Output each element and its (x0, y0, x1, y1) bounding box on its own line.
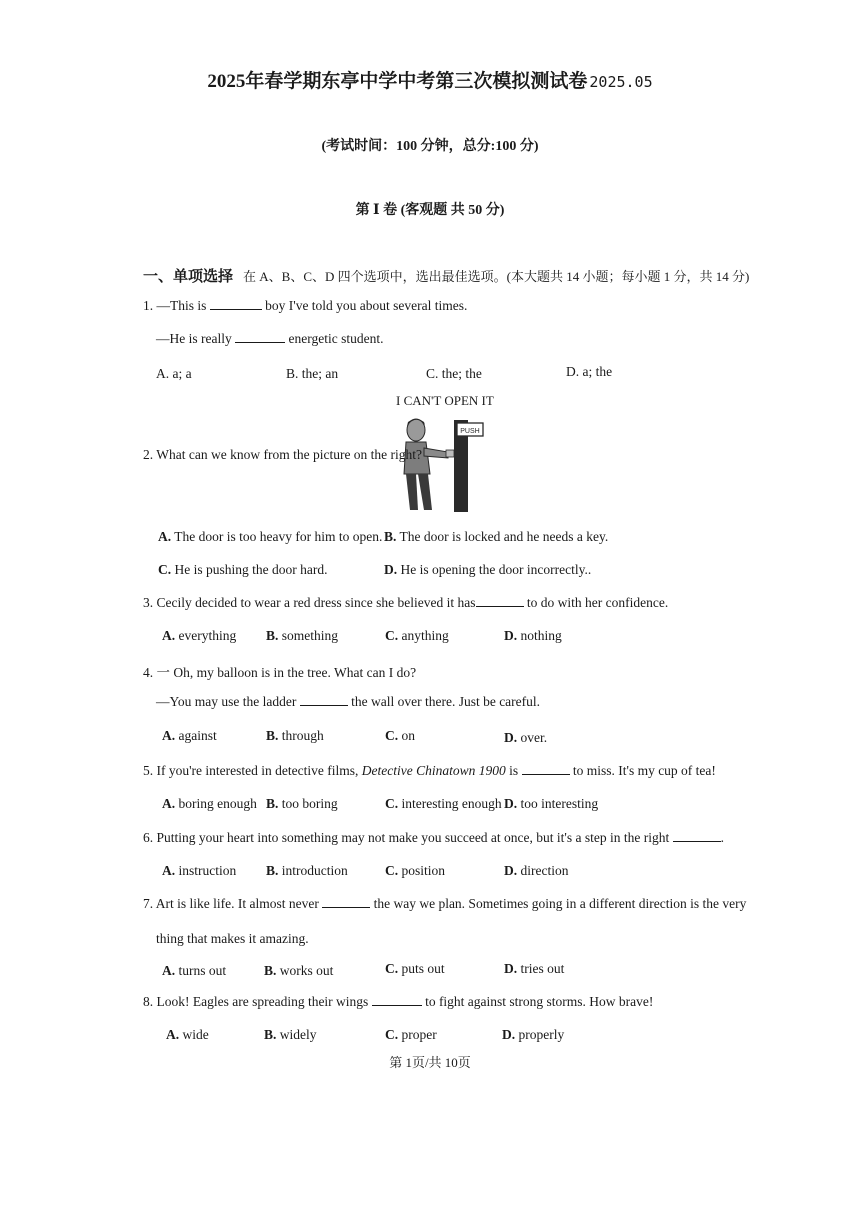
option-text: through (281, 728, 324, 743)
section-instructions: 在 A、B、C、D 四个选项中，选出最佳选项。(本大题共 14 小题；每小题 1 分，共 14 分) (243, 269, 750, 284)
answer-blank (322, 896, 370, 908)
option-text: widely (279, 1027, 317, 1042)
question-4-line-2 (156, 694, 540, 710)
q6-option-a (162, 863, 236, 879)
option-letter: D. (504, 796, 518, 811)
option-letter: A. (162, 963, 176, 978)
film-title: Detective Chinatown 1900 (361, 763, 506, 778)
option-letter: B. (266, 863, 279, 878)
option-letter: D. (504, 863, 518, 878)
q3-option-c (385, 628, 449, 644)
q7-text-a: 7. Art is like life. It almost never (143, 896, 323, 911)
answer-blank (522, 763, 570, 775)
option-letter: A. (162, 728, 176, 743)
option-text: boring enough (178, 796, 257, 811)
option-letter: B. (264, 1027, 277, 1042)
volume-heading: 第 Ⅰ 卷 (客观题 共 50 分) (355, 203, 505, 218)
option-text: over. (520, 730, 548, 745)
question-4-line-1: 4. 一 Oh, my balloon is in the tree. What can I do? (143, 665, 417, 680)
q8-option-d (502, 1027, 564, 1043)
option-letter: B. (266, 796, 279, 811)
question-6 (143, 830, 724, 846)
option-letter: A. (162, 796, 176, 811)
q3-option-a (162, 628, 236, 644)
q4-text-a: —You may use the ladder (156, 694, 300, 709)
option-letter: C. (385, 628, 399, 643)
q5-text-c: to miss. It's my cup of tea! (569, 763, 716, 778)
q6-text-a: 6. Putting your heart into something may not make you succeed at once, but it's a step in the right (143, 830, 673, 845)
q5-text-a: 5. If you're interested in detective films, (143, 763, 362, 778)
q6-option-c (385, 863, 445, 879)
q7-option-a (162, 963, 226, 979)
q1-option-d: D. a; the (566, 364, 613, 379)
option-text: instruction (178, 863, 237, 878)
q8-text-a: 8. Look! Eagles are spreading their wings (143, 994, 372, 1009)
answer-blank (300, 694, 348, 706)
q1-text-a: 1. —This is (143, 298, 210, 313)
option-letter: C. (158, 562, 172, 577)
q7-option-b (264, 963, 333, 979)
option-text: nothing (520, 628, 562, 643)
answer-blank (372, 994, 422, 1006)
option-text: properly (518, 1027, 565, 1042)
option-letter: D. (504, 730, 518, 745)
q3-text-b: to do with her confidence. (523, 595, 669, 610)
q4-option-a (162, 728, 217, 744)
answer-blank (210, 298, 262, 310)
option-text: The door is locked and he needs a key. (399, 529, 609, 544)
question-7-line-2: thing that makes it amazing. (156, 931, 309, 946)
answer-blank (476, 595, 524, 607)
answer-blank (235, 331, 285, 343)
q2-option-c (158, 562, 327, 578)
question-1-line-2 (156, 331, 383, 347)
q8-option-a (166, 1027, 209, 1043)
q6-text-b: . (720, 830, 724, 845)
q1-option-b: B. the; an (286, 366, 339, 381)
q6-option-d (504, 863, 568, 879)
option-letter: B. (266, 628, 279, 643)
option-letter: C. (385, 961, 399, 976)
q3-text-a: 3. Cecily decided to wear a red dress since she believed it has (143, 595, 476, 610)
option-text: He is pushing the door hard. (174, 562, 328, 577)
q2-option-d (384, 562, 591, 578)
q4-option-c (385, 728, 415, 744)
push-sign-text: PUSH (460, 428, 480, 435)
q1-text-d: energetic student. (285, 331, 384, 346)
q1-text-b: boy I've told you about several times. (261, 298, 468, 313)
question-3 (143, 595, 668, 611)
q6-option-b (266, 863, 348, 879)
option-text: He is opening the door incorrectly.. (400, 562, 592, 577)
question-5 (143, 763, 716, 779)
option-letter: D. (502, 1027, 516, 1042)
question-2: 2. What can we know from the picture on the right? (143, 447, 423, 462)
q5-option-d (504, 796, 598, 812)
option-text: puts out (401, 961, 445, 976)
option-letter: D. (384, 562, 398, 577)
q1-option-a: A. a; a (156, 366, 192, 381)
option-text: wide (182, 1027, 209, 1042)
q4-option-b (266, 728, 324, 744)
exam-date: 2025.05 (589, 73, 653, 91)
question-8 (143, 994, 653, 1010)
option-letter: D. (504, 961, 518, 976)
q1-option-c: C. the; the (426, 366, 482, 381)
option-letter: C. (385, 1027, 399, 1042)
page-number: 第 1页/共 10页 (389, 1055, 471, 1070)
q5-option-b (266, 796, 338, 812)
exam-title-text: 2025年春学期东亭中学中考第三次模拟测试卷 (207, 71, 588, 92)
q7-option-d (504, 961, 564, 977)
option-text: direction (520, 863, 569, 878)
option-text: something (281, 628, 339, 643)
door-cartoon-image (398, 412, 490, 517)
q2-option-b (384, 529, 608, 545)
q5-option-a (162, 796, 257, 812)
q7-text-b: the way we plan. Sometimes going in a different direction is the very (370, 896, 747, 911)
option-text: proper (401, 1027, 437, 1042)
q5-text-b: is (505, 763, 522, 778)
option-text: everything (178, 628, 237, 643)
q1-text-c: —He is really (156, 331, 236, 346)
option-text: turns out (178, 963, 227, 978)
option-letter: B. (266, 728, 279, 743)
option-letter: A. (166, 1027, 180, 1042)
q4-text-b: the wall over there. Just be careful. (347, 694, 541, 709)
option-text: anything (401, 628, 449, 643)
q3-option-d (504, 628, 562, 644)
answer-blank (673, 830, 721, 842)
option-letter: B. (264, 963, 277, 978)
option-letter: B. (384, 529, 397, 544)
q8-option-b (264, 1027, 317, 1043)
option-letter: C. (385, 863, 399, 878)
option-text: introduction (281, 863, 348, 878)
q8-option-c (385, 1027, 437, 1043)
option-text: works out (279, 963, 334, 978)
option-text: interesting enough (401, 796, 502, 811)
exam-title (0, 66, 860, 93)
picture-caption: I CAN'T OPEN IT (396, 393, 494, 408)
section-title: 一、单项选择 (143, 269, 234, 285)
option-letter: C. (385, 728, 399, 743)
exam-info: (考试时间：100 分钟，总分:100 分) (321, 139, 539, 154)
option-letter: D. (504, 628, 518, 643)
q5-option-c (385, 796, 502, 812)
section-heading (143, 265, 749, 286)
option-text: position (401, 863, 446, 878)
q2-option-a (158, 529, 382, 545)
question-7-line-1 (143, 896, 746, 912)
option-letter: A. (162, 628, 176, 643)
option-letter: A. (158, 529, 172, 544)
option-letter: A. (162, 863, 176, 878)
option-letter: C. (385, 796, 399, 811)
option-text: against (178, 728, 217, 743)
option-text: The door is too heavy for him to open. (174, 529, 383, 544)
option-text: on (401, 728, 415, 743)
option-text: too interesting (520, 796, 599, 811)
question-1-line-1 (143, 298, 467, 314)
q8-text-b: to fight against strong storms. How brave! (421, 994, 654, 1009)
option-text: tries out (520, 961, 565, 976)
q4-option-d (504, 730, 547, 746)
q3-option-b (266, 628, 338, 644)
q7-option-c (385, 961, 445, 977)
option-text: too boring (281, 796, 338, 811)
